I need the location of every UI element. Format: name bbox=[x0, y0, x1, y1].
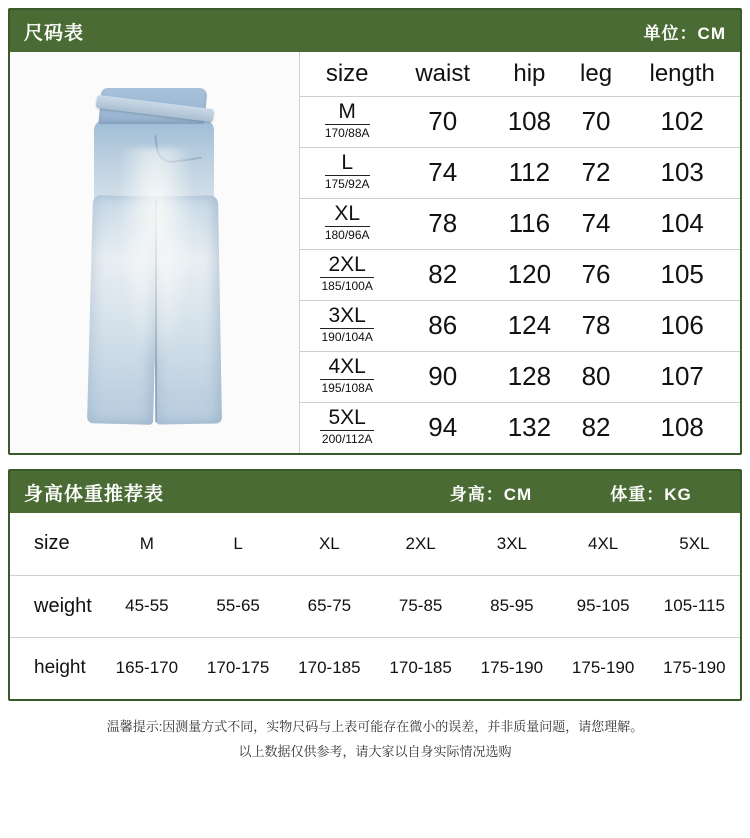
cell-waist: 70 bbox=[394, 96, 491, 147]
table-row bbox=[10, 575, 740, 637]
row-label-size: size bbox=[10, 513, 101, 575]
cell-size bbox=[300, 249, 394, 300]
table-row bbox=[300, 96, 740, 147]
cell-leg: 78 bbox=[568, 300, 625, 351]
table-row bbox=[300, 351, 740, 402]
cell-size: 3XL bbox=[466, 513, 557, 575]
cell-leg: 80 bbox=[568, 351, 625, 402]
cell-height: 175-190 bbox=[663, 658, 726, 678]
cell-height: 170-185 bbox=[389, 658, 452, 678]
size-label: L bbox=[325, 152, 370, 176]
recommendation-table bbox=[10, 513, 740, 699]
col-header-leg: leg bbox=[568, 52, 625, 96]
size-chart-unit-label: 单位：CM bbox=[643, 23, 726, 43]
cell-leg: 76 bbox=[568, 249, 625, 300]
size-chart-table-head bbox=[300, 52, 740, 96]
table-row bbox=[10, 637, 740, 699]
table-header-row bbox=[300, 52, 740, 96]
cell-weight: 65-75 bbox=[284, 575, 375, 637]
cell-size bbox=[300, 198, 394, 249]
cell-weight: 45-55 bbox=[101, 575, 192, 637]
cell-hip: 132 bbox=[507, 412, 552, 443]
cell-height: 175-190 bbox=[480, 658, 544, 678]
size-label: XL bbox=[325, 203, 370, 227]
cell-size: M bbox=[101, 513, 192, 575]
recommendation-table-body bbox=[10, 513, 740, 699]
cell-leg: 74 bbox=[568, 198, 625, 249]
size-sublabel: 195/108A bbox=[321, 380, 373, 395]
cell-weight: 105-115 bbox=[649, 575, 740, 637]
footer-notes bbox=[8, 701, 742, 764]
jeans-fade-highlight bbox=[116, 148, 196, 368]
col-header-hip: hip bbox=[491, 52, 568, 96]
cell-weight: 55-65 bbox=[193, 575, 284, 637]
cell-weight: 95-105 bbox=[558, 575, 649, 637]
size-chart-body bbox=[10, 52, 740, 453]
cell-size bbox=[300, 300, 394, 351]
cell-size bbox=[300, 402, 394, 453]
size-sublabel: 190/104A bbox=[321, 329, 373, 344]
cell-height: 165-170 bbox=[115, 658, 179, 678]
size-chart-table-body bbox=[300, 96, 740, 453]
cell-size bbox=[300, 96, 394, 147]
table-row bbox=[10, 513, 740, 575]
cell-hip: 112 bbox=[491, 147, 568, 198]
table-row bbox=[300, 300, 740, 351]
cell-height: 170-185 bbox=[298, 658, 361, 678]
cell-waist: 74 bbox=[394, 147, 491, 198]
table-row bbox=[300, 147, 740, 198]
row-label-height: height bbox=[34, 657, 86, 679]
size-label: 5XL bbox=[320, 407, 373, 431]
size-label: 3XL bbox=[320, 305, 373, 329]
note-line-1: 温馨提示:因测量方式不同，实物尺码与上表可能存在微小的误差，并非质量问题，请您理解。 bbox=[106, 719, 644, 734]
col-header-size: size bbox=[300, 52, 394, 96]
size-sublabel: 175/92A bbox=[324, 176, 370, 191]
cell-length: 105 bbox=[624, 249, 740, 300]
table-row bbox=[300, 402, 740, 453]
size-label: M bbox=[325, 101, 370, 125]
table-row bbox=[300, 198, 740, 249]
cell-weight: 75-85 bbox=[375, 575, 466, 637]
cell-height: 170-175 bbox=[206, 658, 270, 678]
size-chart-table bbox=[300, 52, 740, 453]
cell-size bbox=[300, 147, 394, 198]
recommendation-chart-header bbox=[10, 471, 740, 513]
cell-size: L bbox=[193, 513, 284, 575]
cell-leg: 72 bbox=[568, 147, 625, 198]
recommendation-chart-title: 身高体重推荐表 bbox=[24, 483, 165, 505]
size-sublabel: 170/88A bbox=[324, 125, 370, 140]
table-row bbox=[300, 249, 740, 300]
row-label-weight: weight bbox=[10, 575, 101, 637]
size-chart-title: 尺码表 bbox=[24, 22, 85, 44]
cell-hip: 108 bbox=[491, 96, 568, 147]
cell-waist: 94 bbox=[428, 412, 458, 443]
cell-length: 102 bbox=[624, 96, 740, 147]
cell-weight: 85-95 bbox=[466, 575, 557, 637]
size-label: 4XL bbox=[320, 356, 373, 380]
cell-size: 2XL bbox=[375, 513, 466, 575]
cell-size: 4XL bbox=[558, 513, 649, 575]
cell-size bbox=[300, 351, 394, 402]
cell-waist: 90 bbox=[394, 351, 491, 402]
cell-size: XL bbox=[284, 513, 375, 575]
cell-length: 108 bbox=[660, 412, 704, 443]
cell-hip: 128 bbox=[491, 351, 568, 402]
cell-hip: 120 bbox=[491, 249, 568, 300]
size-chart-header bbox=[10, 10, 740, 52]
cell-length: 103 bbox=[624, 147, 740, 198]
height-unit-label: 身高：CM bbox=[449, 484, 533, 504]
cell-waist: 86 bbox=[394, 300, 491, 351]
recommendation-chart-card bbox=[8, 469, 742, 701]
cell-hip: 124 bbox=[491, 300, 568, 351]
jeans-illustration bbox=[82, 88, 232, 418]
size-label: 2XL bbox=[320, 254, 373, 278]
cell-height: 175-190 bbox=[571, 658, 635, 678]
cell-leg: 82 bbox=[581, 412, 611, 443]
size-sublabel: 200/112A bbox=[321, 431, 373, 446]
size-chart-card bbox=[8, 8, 742, 455]
size-sublabel: 180/96A bbox=[324, 227, 370, 242]
cell-length: 104 bbox=[624, 198, 740, 249]
size-sublabel: 185/100A bbox=[321, 278, 373, 293]
cell-leg: 70 bbox=[568, 96, 625, 147]
col-header-waist: waist bbox=[394, 52, 491, 96]
product-photo bbox=[10, 52, 300, 453]
cell-length: 106 bbox=[624, 300, 740, 351]
cell-waist: 82 bbox=[394, 249, 491, 300]
note-line-2: 以上数据仅供参考，请大家以自身实际情况选购 bbox=[238, 743, 512, 759]
cell-waist: 78 bbox=[394, 198, 491, 249]
col-header-length: length bbox=[624, 52, 740, 96]
cell-size: 5XL bbox=[649, 513, 740, 575]
weight-unit-label: 体重：KG bbox=[610, 484, 692, 504]
cell-hip: 116 bbox=[491, 198, 568, 249]
cell-length: 107 bbox=[624, 351, 740, 402]
